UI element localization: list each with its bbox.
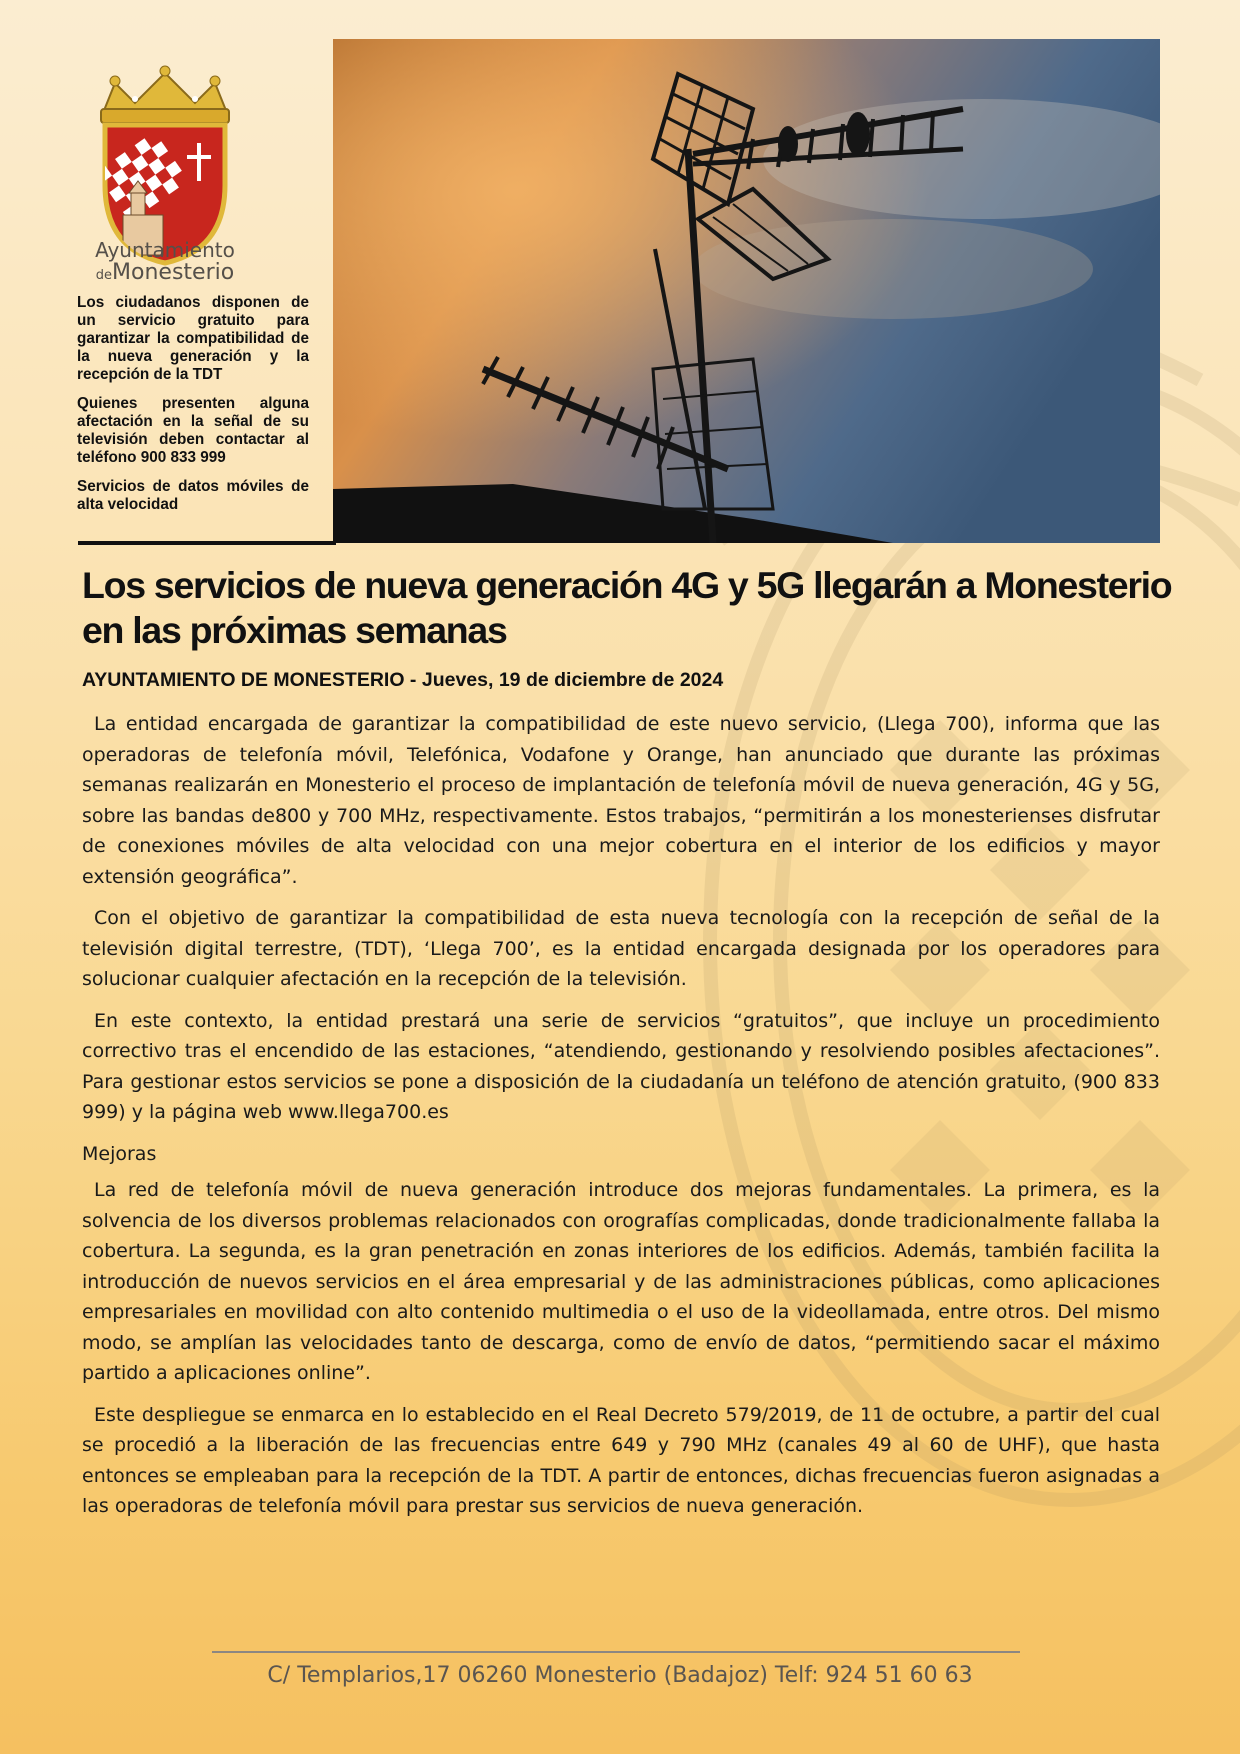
byline xyxy=(82,669,723,692)
article-paragraph: Con el objetivo de garantizar la compatibilidad de esta nueva tecnología con la recepción de señal de la televisión digital terrestre, (TDT), ‘Llega 700’, es la entidad encargada designada por los operadores para solucionar cualquier afectación en la recepción de la televisión. xyxy=(82,907,1160,990)
article-paragraph: Este despliegue se enmarca en lo establecido en el Real Decreto 579/2019, de 11 de octubre, a partir del cual se procedió a la liberación de las frecuencias entre 649 y 790 MHz (canales 49 al 60 de UHF), que hasta entonces se empleaban para la recepción de la TDT. A partir de entonces, dichas frecuencias fueron asignadas a las operadoras de telefonía móvil para prestar sus servicios de nueva generación. xyxy=(82,1403,1160,1517)
article-body xyxy=(82,709,1160,1533)
byline-organization: AYUNTAMIENTO DE MONESTERIO xyxy=(82,669,405,691)
footer-divider xyxy=(212,1651,1020,1653)
section-heading-mejoras: Mejoras xyxy=(82,1142,157,1165)
side-highlights xyxy=(77,294,309,525)
side-divider xyxy=(78,541,336,545)
logo-line-ayuntamiento: Ayuntamiento xyxy=(95,238,235,262)
logo-wordmark xyxy=(60,240,270,284)
article-headline: Los servicios de nueva generación 4G y 5G llegarán a Monesterio en las próximas semanas xyxy=(82,564,1172,651)
byline-separator: - xyxy=(404,669,422,691)
antenna-photo xyxy=(333,39,1160,543)
side-note: Servicios de datos móviles de alta velocidad xyxy=(77,478,309,513)
side-note: Quienes presenten alguna afectación en la señal de su televisión deben contactar al teléfono 900 833 999 xyxy=(77,395,309,466)
logo-de: de xyxy=(95,268,113,283)
side-note: Los ciudadanos disponen de un servicio gratuito para garantizar la compatibilidad de la nueva generación y la recepción de la TDT xyxy=(77,294,309,383)
footer-address: C/ Templarios,17 06260 Monesterio (Badajoz) Telf: 924 51 60 63 xyxy=(267,1663,973,1688)
article-paragraph: La entidad encargada de garantizar la compatibilidad de este nuevo servicio, (Llega 700), informa que las operadoras de telefonía móvil, Telefónica, Vodafone y Orange, han anunciado que durante las próximas semanas realizarán en Monesterio el proceso de implantación de telefonía móvil de nueva generación, 4G y 5G, sobre las bandas de800 y 700 MHz, respectivamente. Estos trabajos, “permitirán a los monesterienses disfrutar de conexiones móviles de alta velocidad con una mejor cobertura en el interior de los edificios y mayor extensión geográfica”. xyxy=(82,713,1160,888)
logo-line-monesterio xyxy=(60,261,270,284)
logo-monesterio: Monesterio xyxy=(112,260,235,285)
article-paragraph: La red de telefonía móvil de nueva generación introduce dos mejoras fundamentales. La primera, es la solvencia de los diversos problemas relacionados con orografías complicadas, donde tradicionalmente fallaba la cobertura. La segunda, es la gran penetración en zonas interiores de los edificios. Además, también facilita la introducción de nuevos servicios en el área empresarial y de las administraciones públicas, como aplicaciones empresariales en movilidad con alto contenido multimedia o el uso de la videollamada, entre otros. Del mismo modo, se amplían las velocidades tanto de descarga, como de envío de datos, “permitiendo sacar el máximo partido a aplicaciones online”. xyxy=(82,1179,1160,1384)
article-paragraph: En este contexto, la entidad prestará una serie de servicios “gratuitos”, que incluye un procedimiento correctivo tras el encendido de las estaciones, “atendiendo, gestionando y resolviendo posibles afectaciones”. Para gestionar estos servicios se pone a disposición de la ciudadanía un teléfono de atención gratuito, (900 833 999) y la página web www.llega700.es xyxy=(82,1009,1160,1123)
byline-date: Jueves, 19 de diciembre de 2024 xyxy=(421,669,724,691)
